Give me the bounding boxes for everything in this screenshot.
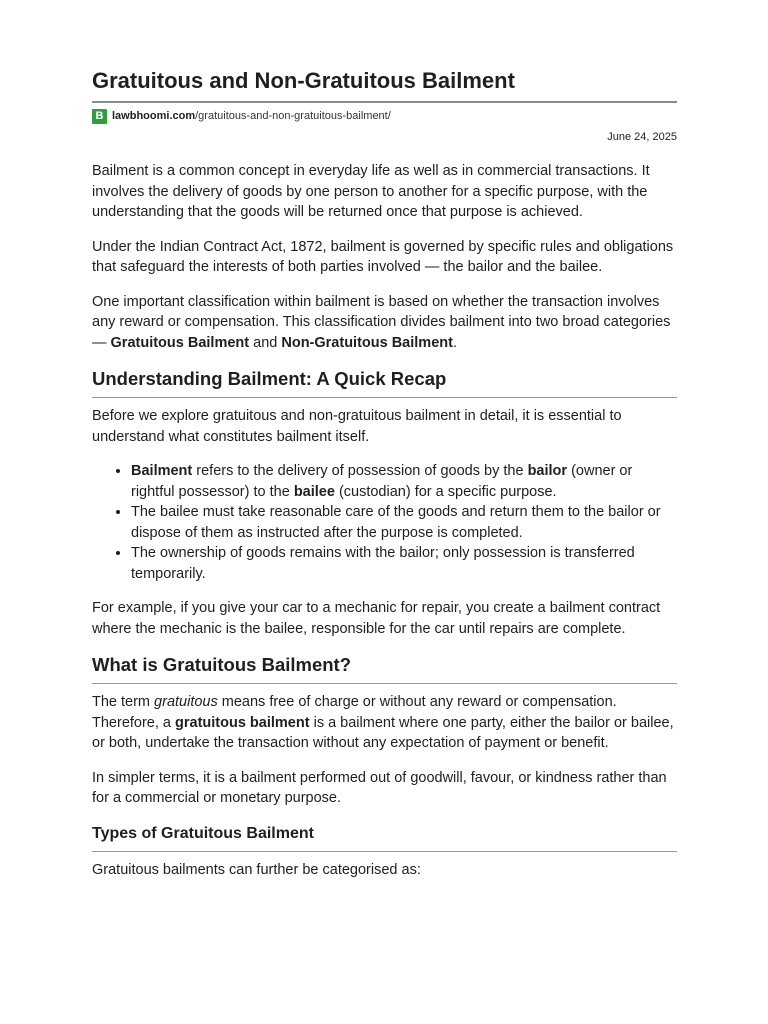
title-divider: [92, 101, 677, 103]
types-intro: Gratuitous bailments can further be categorised as:: [92, 861, 421, 878]
section-heading-gratuitous: What is Gratuitous Bailment?: [92, 653, 677, 684]
bold-term: Gratuitous Bailment: [110, 334, 250, 351]
source-domain[interactable]: lawbhoomi.com: [112, 110, 196, 122]
bold-term: bailee: [293, 483, 335, 500]
list-item: • The bailee must take reasonable care of the goods and return them to the bailor or dispose of them as instructed after the purpose is completed.: [131, 502, 677, 543]
list-item: [131, 461, 677, 502]
bold-term: Bailment: [131, 463, 193, 479]
text-run: One important classification within bailment is based on whether the transaction involves any reward or compensation. This classification divides bailment into two broad categories —: [92, 293, 671, 351]
bold-term: Non-Gratuitous Bailment: [281, 334, 453, 351]
text-run: refers to the delivery of possession of goods by the: [192, 463, 528, 479]
text-run: means free of charge or without any reward or compensation. Therefore, a: [92, 694, 617, 731]
source-line: [92, 108, 391, 124]
subsection-heading-types: Types of Gratuitous Bailment: [92, 823, 677, 852]
bold-term: bailor: [527, 463, 568, 479]
recap-list: [92, 461, 677, 584]
article-title: Gratuitous and Non-Gratuitous Bailment: [92, 68, 515, 93]
article-body: [92, 161, 677, 894]
list-item: • The ownership of goods remains with the bailor; only possession is transferred temporarily.: [131, 543, 677, 584]
recap-paragraph-1: Before we explore gratuitous and non-gratuitous bailment in detail, it is essential to understand what constitutes bailment itself.: [92, 408, 622, 445]
text-run: and: [249, 334, 282, 351]
source-path[interactable]: /gratuitous-and-non-gratuitous-bailment/: [195, 110, 391, 122]
site-favicon-icon: B: [92, 109, 107, 124]
text-run: (custodian) for a specific purpose.: [334, 483, 557, 500]
intro-paragraph-2: Under the Indian Contract Act, 1872, bailment is governed by specific rules and obligations that safeguard the interests of both parties involved — the bailor and the bailee.: [92, 238, 674, 275]
gratuitous-paragraph-2: In simpler terms, it is a bailment performed out of goodwill, favour, or kindness rather than for a commercial or monetary purpose.: [92, 769, 667, 806]
intro-paragraph-1: Bailment is a common concept in everyday life as well as in commercial transactions. It involves the delivery of goods by one person to another for a specific purpose, with the understanding that the goods will be returned once that purpose is achieved.: [92, 163, 650, 220]
recap-paragraph-2: For example, if you give your car to a mechanic for repair, you create a bailment contract where the mechanic is the bailee, responsible for the car until repairs are complete.: [92, 600, 661, 637]
intro-paragraph-3: [92, 292, 677, 354]
bold-term: gratuitous bailment: [175, 714, 310, 731]
publish-date: June 24, 2025: [607, 131, 677, 143]
italic-term: gratuitous: [154, 694, 218, 710]
text-run: .: [452, 334, 457, 351]
gratuitous-paragraph-1: [92, 692, 677, 754]
text-run: (owner or rightful possessor) to the: [131, 463, 633, 500]
section-heading-recap: Understanding Bailment: A Quick Recap: [92, 367, 677, 398]
text-run: is a bailment where one party, either the bailor or bailee, or both, undertake the transaction without any expectation of payment or benefit.: [92, 714, 674, 751]
text-run: The term: [92, 694, 155, 710]
